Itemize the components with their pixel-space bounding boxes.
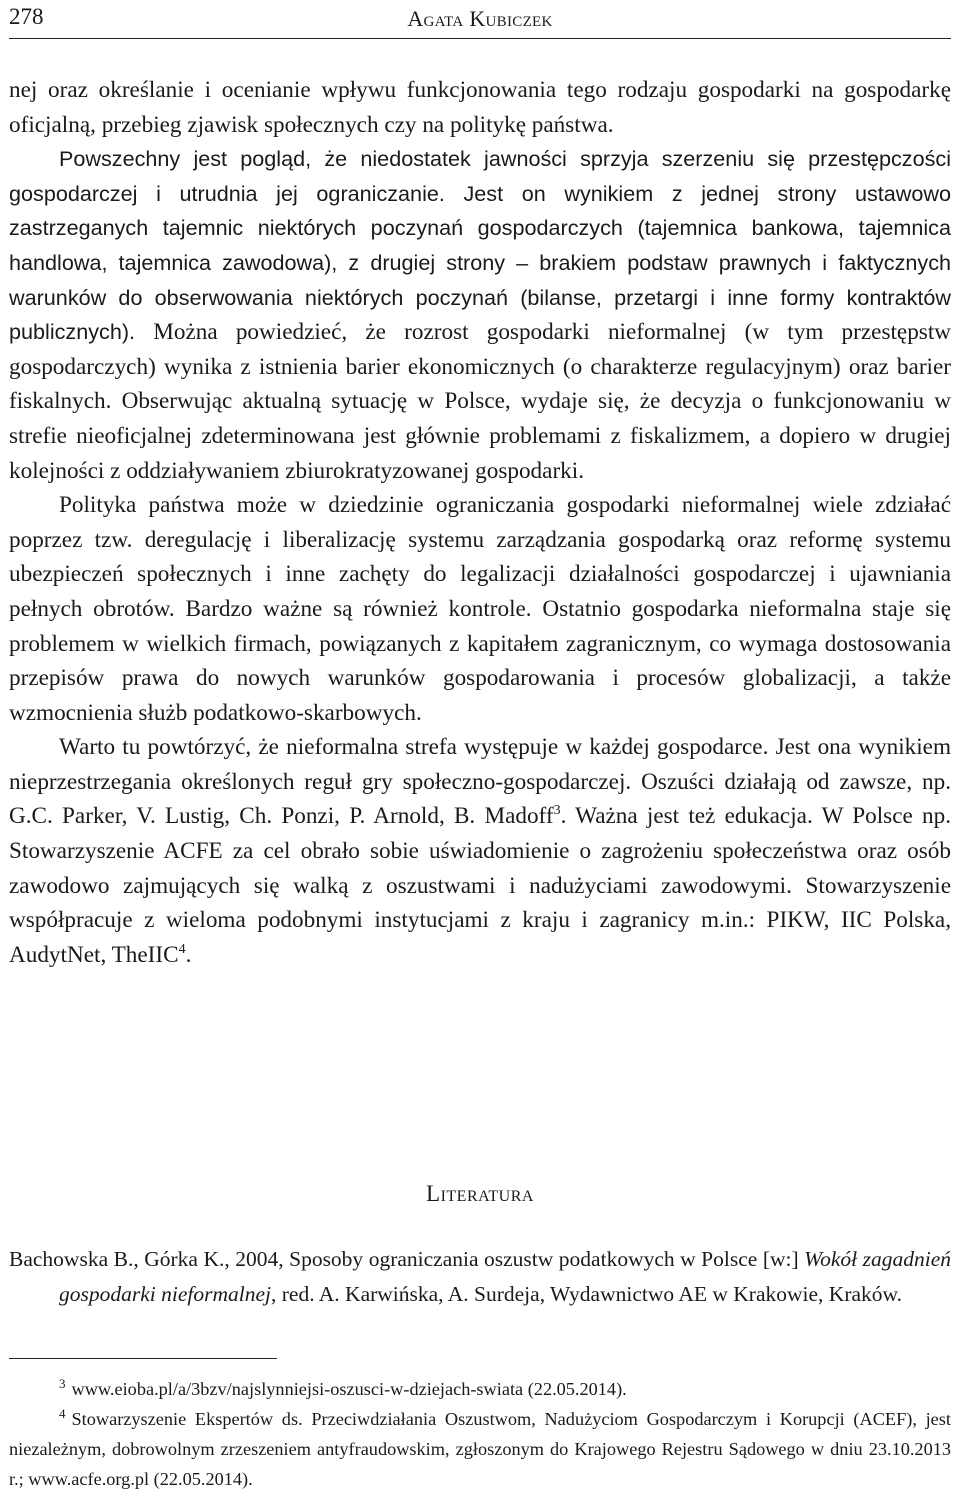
- reference-entry: [9, 1242, 951, 1312]
- footnote-4: [9, 1404, 951, 1494]
- footnote-ref-4[interactable]: 4: [178, 941, 186, 957]
- footnote-number: 3: [59, 1376, 66, 1391]
- main-text: [9, 73, 951, 972]
- footnote-ref-3[interactable]: 3: [553, 803, 561, 819]
- paragraph-2-sans-run: Powszechny jest pogląd, że niedostatek jawności sprzyja szerzeniu się przestępczości gospodarczej i utrudnia jej ograniczanie. Jest on wynikiem z jednej strony ustawowo zastrzeganych tajemnic niektórych poczynań gospodarczych (tajemnica bankowa, tajemnica handlowa, tajemnica zawodowa), z drugiej strony – brakiem podstaw prawnych i faktycznych warunków do obserwowania niektórych poczynań (bilanse, przetargi i inne formy kontraktów publicznych).: [9, 146, 951, 345]
- literature-heading: Literatura: [426, 1181, 534, 1206]
- paragraph-4-text-b: . Ważna jest też edukacja. W Polsce np. Stowarzyszenie ACFE za cel obrało sobie uświadomienie o zagrożeniu społeczeństwa oraz osób zawodowo zajmujących się walką z oszustwami i nadużyciami zawodowymi. Stowarzyszenie współpracuje z wieloma podobnymi instytucjami z kraju i zagranicy m.in.: PIKW, IIC Polska, AudytNet, TheIIC: [9, 803, 952, 968]
- paragraph-2-serif-run: Można powiedzieć, że rozrost gospodarki nieformalnej (w tym przestępstw gospodarczych) wynika z istnienia barier ekonomicznych (o charakterze regulacyjnym) oraz barier fiskalnych. Obserwując aktualną sytuację w Polsce, wydaje się, że decyzja o funkcjonowaniu w strefie nieoficjalnej zdeterminowana jest głównie problemami z fiskalizmem, a dopiero w drugiej kolejności z oddziaływaniem zbiurokratyzowanej gospodarki.: [9, 319, 952, 484]
- paragraph-2: [9, 142, 951, 488]
- footnote-text: www.eioba.pl/a/3bzv/najslynniejsi-oszusci-w-dziejach-swiata (22.05.2014).: [71, 1379, 627, 1399]
- reference-list: [9, 1242, 951, 1312]
- paragraph-4: [9, 730, 951, 972]
- paragraph-4-text-c: .: [185, 941, 192, 968]
- footnote-3: [9, 1374, 951, 1404]
- paragraph-4-text-a: Warto tu powtórzyć, że nieformalna strefa występuje w każdej gospodarce. Jest ona wynikiem nieprzestrzegania określonych reguł gry społeczno-gospodarczej. Oszuści działają od zawsze, np. G.C. Parker, V. Lustig, Ch. Ponzi, P. Arnold, B. Madoff: [9, 734, 951, 830]
- page-number: 278: [9, 4, 44, 29]
- paragraph-1: nej oraz określanie i ocenianie wpływu funkcjonowania tego rodzaju gospodarki na gospodarkę oficjalną, przebieg zjawisk społecznych czy na politykę państwa.: [9, 77, 951, 138]
- running-head-author: Agata Kubiczek: [407, 6, 553, 31]
- reference-book-title: Wokół zagadnień gospodarki nieformalnej: [59, 1247, 951, 1306]
- reference-authors-and-title: Bachowska B., Górka K., 2004, Sposoby ograniczania oszustw podatkowych w Polsce [w:]: [9, 1247, 805, 1271]
- page-header: [9, 0, 951, 39]
- footnote-text: Stowarzyszenie Ekspertów ds. Przeciwdziałania Oszustwom, Nadużyciom Gospodarczym i Korupcji (ACEF), jest niezależnym, dobrowolnym zrzeszeniem antyfraudowskim, zgłoszonym do Krajowego Rejestru Sądowego w dniu 23.10.2013 r.; www.acfe.org.pl (22.05.2014).: [9, 1409, 951, 1489]
- footnotes: [9, 1374, 951, 1494]
- footnote-separator: [9, 1358, 277, 1359]
- paragraph-3: Polityka państwa może w dziedzinie ograniczania gospodarki nieformalnej wiele zdziałać poprzez tzw. deregulację i liberalizację systemu zarządzania gospodarką oraz reformę systemu ubezpieczeń społecznych i inne zachęty do legalizacji działalności gospodarczej i ujawniania pełnych obrotów. Bardzo ważne są również kontrole. Ostatnio gospodarka nieformalna staje się problemem w wielkich firmach, powiązanych z kapitałem zagranicznym, co wymaga dostosowania przepisów prawa do nowych warunków gospodarowania i procesów globalizacji, a także wzmocnienia służb podatkowo-skarbowych.: [9, 492, 951, 726]
- footnote-number: 4: [59, 1406, 66, 1421]
- reference-publisher: , red. A. Karwińska, A. Surdeja, Wydawnictwo AE w Krakowie, Kraków.: [271, 1282, 903, 1306]
